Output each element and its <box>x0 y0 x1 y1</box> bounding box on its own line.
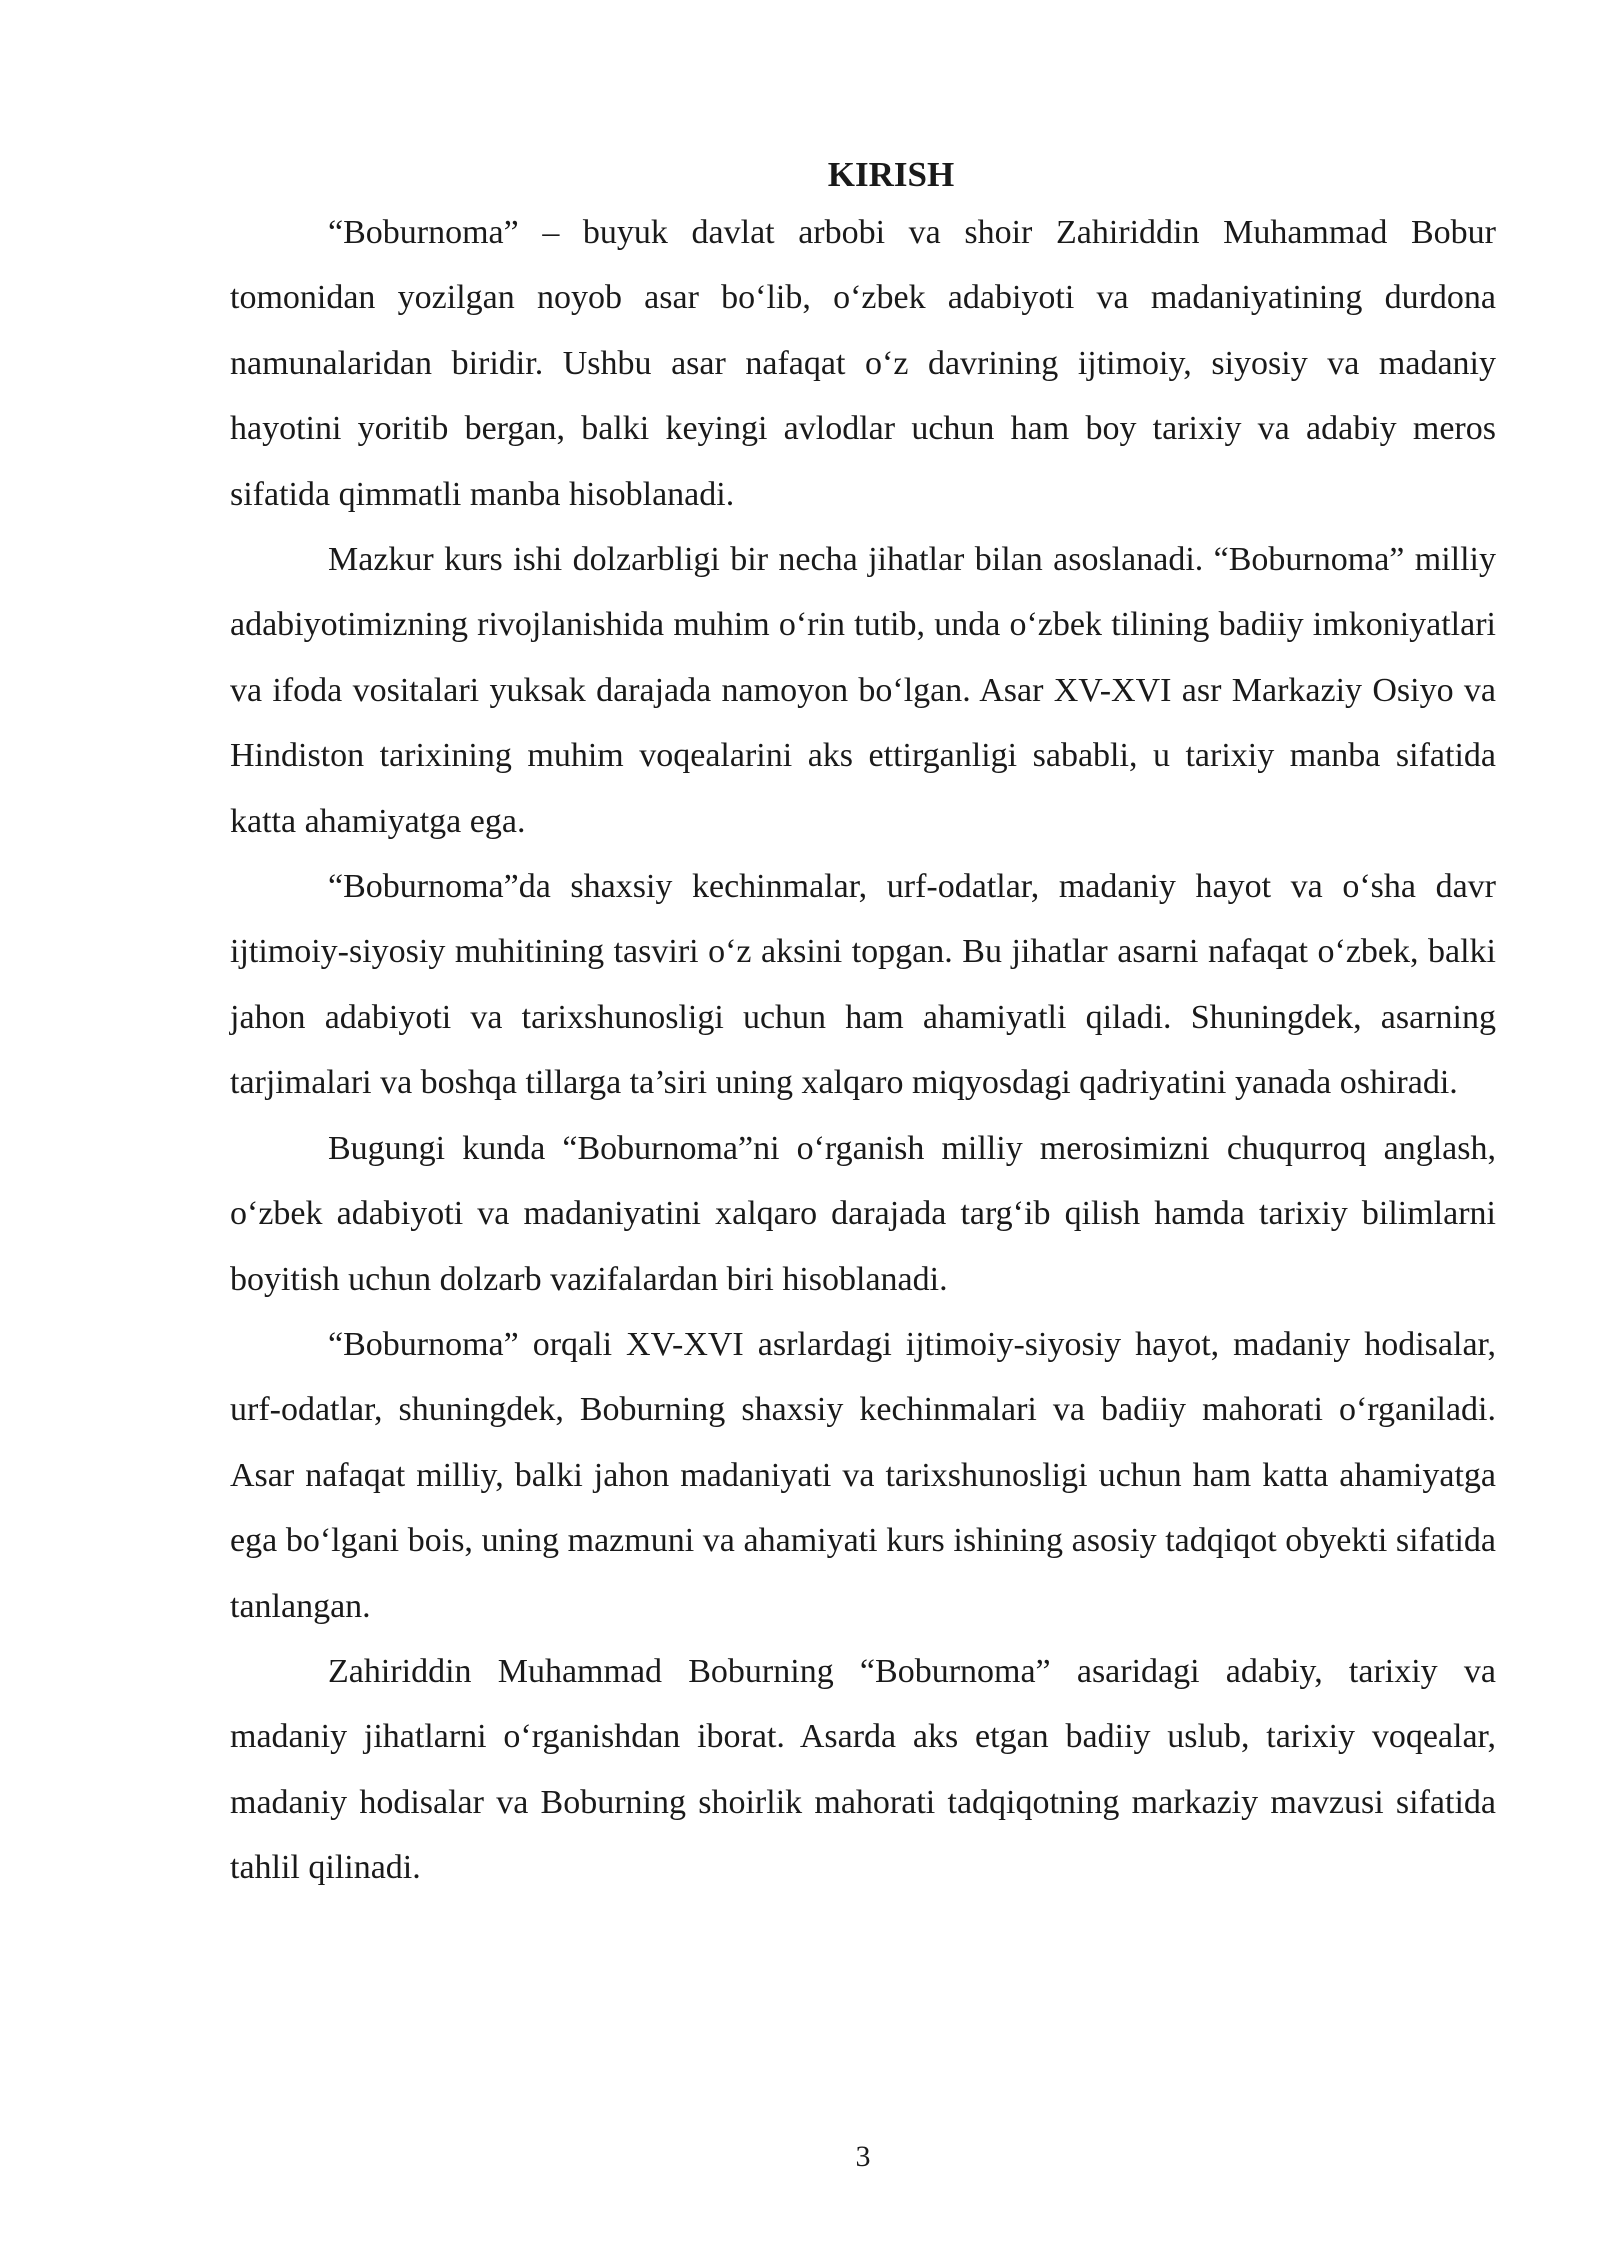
document-body <box>230 150 1496 1901</box>
paragraph-2: Mazkur kurs ishi dolzarbligi bir necha jihatlar bilan asoslanadi. “Boburnoma” milliy adabiyotimizning rivojlanishida muhim o‘rin tutib, unda o‘zbek tilining badiiy imkoniyatlari va ifoda vositalari yuksak darajada namoyon bo‘lgan. Asar XV-XVI asr Markaziy Osiyo va Hindiston tarixining muhim voqealarini aks ettirganligi sababli, u tarixiy manba sifatida katta ahamiyatga ega. <box>230 541 1496 840</box>
paragraph-3: “Boburnoma”da shaxsiy kechinmalar, urf-odatlar, madaniy hayot va o‘sha davr ijtimoiy-siyosiy muhitining tasviri o‘z aksini topgan. Bu jihatlar asarni nafaqat o‘zbek, balki jahon adabiyoti va tarixshunosligi uchun ham ahamiyatli qiladi. Shuningdek, asarning tarjimalari va boshqa tillarga ta’siri uning xalqaro miqyosdagi qadriyatini yanada oshiradi. <box>230 868 1496 1102</box>
paragraph-5: “Boburnoma” orqali XV-XVI asrlardagi ijtimoiy-siyosiy hayot, madaniy hodisalar, urf-odatlar, shuningdek, Boburning shaxsiy kechinmalari va badiiy mahorati o‘rganiladi. Asar nafaqat milliy, balki jahon madaniyati va tarixshunosligi uchun ham katta ahamiyatga ega bo‘lgani bois, uning mazmuni va ahamiyati kurs ishining asosiy tadqiqot obyekti sifatida tanlangan. <box>230 1325 1496 1625</box>
section-title: KIRISH <box>827 155 955 194</box>
paragraph-6: Zahiriddin Muhammad Boburning “Boburnoma” asaridagi adabiy, tarixiy va madaniy jihatlarni o‘rganishdan iborat. Asarda aks etgan badiiy uslub, tarixiy voqealar, madaniy hodisalar va Boburning shoirlik mahorati tadqiqotning markaziy mavzusi sifatida tahlil qilinadi. <box>230 1652 1496 1887</box>
paragraph-1: “Boburnoma” – buyuk davlat arbobi va shoir Zahiriddin Muhammad Bobur tomonidan yozilgan noyob asar bo‘lib, o‘zbek adabiyoti va madaniyatining durdona namunalaridan biridir. Ushbu asar nafaqat o‘z davrining ijtimoiy, siyosiy va madaniy hayotini yoritib bergan, balki keyingi avlodlar uchun ham boy tarixiy va adabiy meros sifatida qimmatli manba hisoblanadi. <box>230 214 1496 513</box>
page-number: 3 <box>855 2140 871 2173</box>
paragraph-4: Bugungi kunda “Boburnoma”ni o‘rganish milliy merosimizni chuqurroq anglash, o‘zbek adabiyoti va madaniyatini xalqaro darajada targ‘ib qilish hamda tarixiy bilimlarni boyitish uchun dolzarb vazifalardan biri hisoblanadi. <box>230 1129 1496 1298</box>
